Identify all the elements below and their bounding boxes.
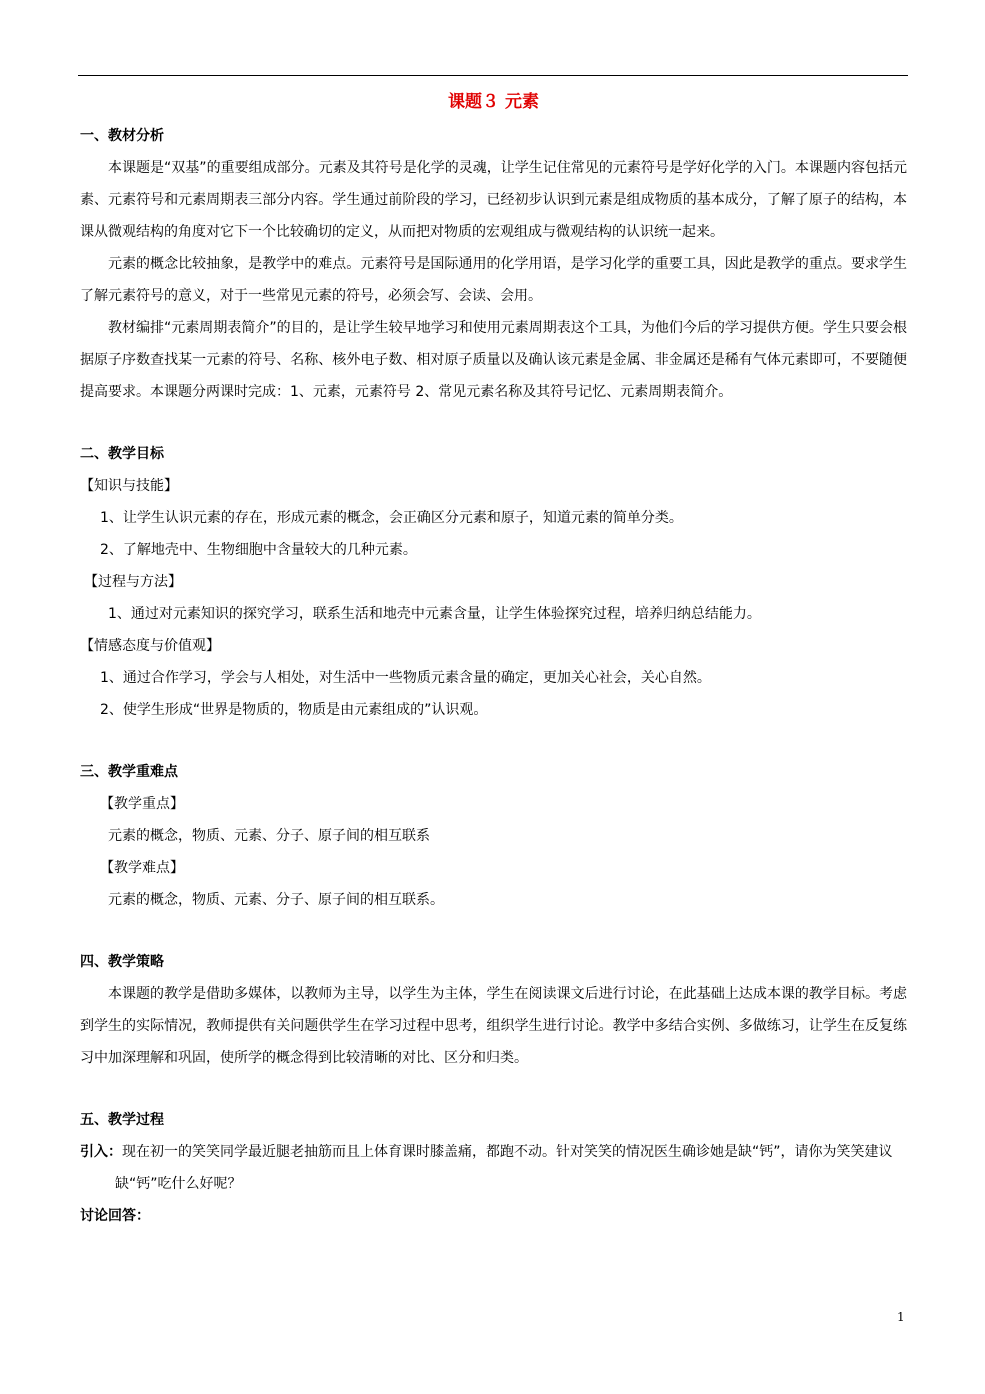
header-rule	[78, 75, 908, 76]
page-title: 课题３ 元素	[448, 92, 539, 112]
section-heading-1: 一、教材分析	[80, 128, 164, 144]
page-number: 1	[897, 1310, 905, 1324]
subheading-key-point: 【教学重点】	[100, 796, 184, 812]
section-heading-4: 四、教学策略	[80, 954, 164, 970]
discuss-label: 讨论回答：	[80, 1208, 150, 1224]
paragraph: 本课题是“双基”的重要组成部分。元素及其符号是化学的灵魂，让学生记住常见的元素符号是学好化学的入门。本课题内容包括元素、元素符号和元素周期表三部分内容。学生通过前阶段的学习，已经初步认识到元素是组成物质的基本成分，了解了原子的结构，本课从微观结构的角度对它下一个比较确切的定义，从而把对物质的宏观组成与微观结构的认识统一起来。	[80, 160, 907, 240]
difficulty-text: 元素的概念，物质、元素、分子、原子间的相互联系。	[108, 892, 444, 908]
subheading-difficulty: 【教学难点】	[100, 860, 184, 876]
subheading-attitude: 【情感态度与价值观】	[80, 638, 220, 654]
intro-paragraph	[80, 1136, 907, 1200]
intro-label: 引入：	[80, 1144, 122, 1160]
list-item: 1、通过对元素知识的探究学习，联系生活和地壳中元素含量，让学生体验探究过程，培养归纳总结能力。	[108, 606, 761, 622]
paragraph: 教材编排“元素周期表简介”的目的，是让学生较早地学习和使用元素周期表这个工具，为他们今后的学习提供方便。学生只要会根据原子序数查找某一元素的符号、名称、核外电子数、相对原子质量以及确认该元素是金属、非金属还是稀有气体元素即可，不要随便提高要求。本课题分两课时完成：1、元素，元素符号 2、常见元素名称及其符号记忆、元素周期表简介。	[80, 320, 907, 400]
list-item: 2、使学生形成“世界是物质的，物质是由元素组成的”认识观。	[100, 702, 488, 718]
key-point-text: 元素的概念，物质、元素、分子、原子间的相互联系	[108, 828, 430, 844]
section-heading-5: 五、教学过程	[80, 1112, 164, 1128]
list-item: 2、了解地壳中、生物细胞中含量较大的几种元素。	[100, 542, 417, 558]
list-item: 1、通过合作学习，学会与人相处，对生活中一些物质元素含量的确定，更加关心社会，关心自然。	[100, 670, 711, 686]
document-body	[80, 88, 907, 1232]
subheading-knowledge: 【知识与技能】	[80, 478, 178, 494]
subheading-process: 【过程与方法】	[84, 574, 182, 590]
paragraph: 本课题的教学是借助多媒体，以教师为主导，以学生为主体，学生在阅读课文后进行讨论，在此基础上达成本课的教学目标。考虑到学生的实际情况，教师提供有关问题供学生在学习过程中思考，组织学生进行讨论。教学中多结合实例、多做练习，让学生在反复练习中加深理解和巩固，使所学的概念得到比较清晰的对比、区分和归类。	[80, 986, 907, 1066]
section-heading-2: 二、教学目标	[80, 446, 164, 462]
paragraph: 元素的概念比较抽象，是教学中的难点。元素符号是国际通用的化学用语，是学习化学的重要工具，因此是教学的重点。要求学生了解元素符号的意义，对于一些常见元素的符号，必须会写、会读、会用。	[80, 256, 907, 304]
list-item: 1、让学生认识元素的存在，形成元素的概念，会正确区分元素和原子，知道元素的简单分类。	[100, 510, 683, 526]
section-heading-3: 三、教学重难点	[80, 764, 178, 780]
intro-text: 现在初一的笑笑同学最近腿老抽筋而且上体育课时膝盖痛，都跑不动。针对笑笑的情况医生确诊她是缺“钙”，请你为笑笑建议缺“钙”吃什么好呢？	[115, 1144, 893, 1192]
